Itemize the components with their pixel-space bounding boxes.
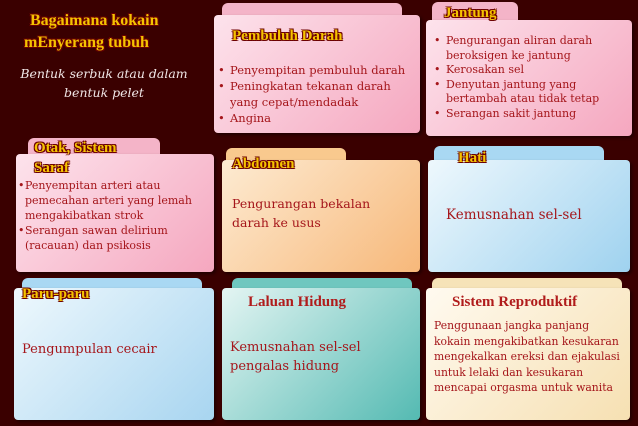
intro-title-line2: mEnyerang tubuh bbox=[24, 34, 149, 51]
card-text: Pengumpulan cecair bbox=[22, 342, 157, 357]
list-item: • Pengurangan aliran darah beroksigen ke jantung bbox=[434, 34, 630, 63]
list-item: • Denyutan jantung yang bertambah atau tidak tetap bbox=[434, 78, 630, 107]
card-text: Kemusnahan sel-sel bbox=[446, 207, 582, 223]
card-list bbox=[18, 178, 214, 253]
card-title: Abdomen bbox=[232, 156, 295, 172]
card-text: Pengurangan bekalan darah ke usus bbox=[232, 196, 371, 230]
card-title: Jantung bbox=[444, 5, 497, 21]
list-item: • Serangan sawan delirium (racauan) dan psikosis bbox=[18, 223, 214, 253]
list-item: • Penyempitan arteri atau pemecahan arteri yang lemah mengakibatkan strok bbox=[18, 178, 214, 223]
card-text: Kemusnahan sel-sel pengalas hidung bbox=[230, 340, 361, 374]
card-list bbox=[218, 62, 418, 126]
card-text: Penggunaan jangka panjang kokain mengakibatkan kesukaran mengekalkan ereksi dan ejakulasi untuk lelaki dan kesukaran mencapai orgasma untuk wanita bbox=[434, 319, 620, 394]
card-list bbox=[434, 34, 630, 121]
list-item: • Kerosakan sel bbox=[434, 63, 630, 78]
card-title: Hati bbox=[458, 150, 487, 166]
card-title: Sistem Reproduktif bbox=[452, 294, 578, 310]
list-item: • Peningkatan tekanan darah yang cepat/mendadak bbox=[218, 78, 418, 110]
card-title-line2: Saraf bbox=[34, 160, 69, 176]
intro-text: Bentuk serbuk atau dalam bentuk pelet bbox=[20, 66, 188, 100]
list-item: • Serangan sakit jantung bbox=[434, 107, 630, 122]
card-title: Paru-paru bbox=[22, 286, 90, 302]
card-title-line1: Otak, Sistem bbox=[34, 140, 117, 156]
intro-title-line1: Bagaimana kokain bbox=[30, 12, 159, 29]
list-item: • Angina bbox=[218, 110, 418, 126]
card-title: Laluan Hidung bbox=[248, 294, 346, 310]
card-title: Pembuluh Darah bbox=[232, 28, 343, 44]
list-item: • Penyempitan pembuluh darah bbox=[218, 62, 418, 78]
